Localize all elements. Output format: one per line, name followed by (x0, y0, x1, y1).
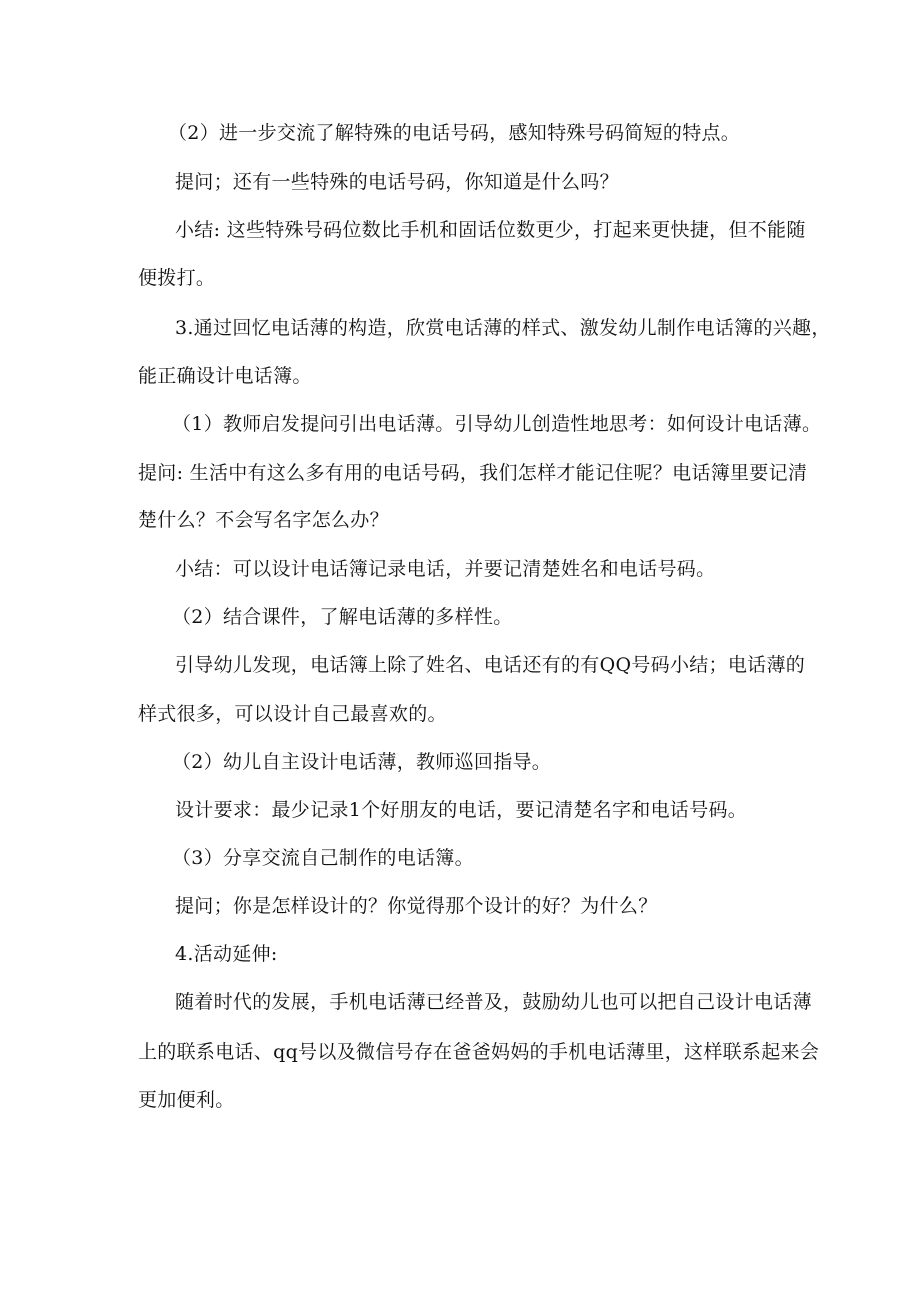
paragraph-line: 提问；你是怎样设计的？你觉得那个设计的好？为什么？ (175, 895, 658, 917)
paragraph-line: 设计要求：最少记录1个好朋友的电话，要记清楚名字和电话号码。 (175, 799, 748, 821)
paragraph-line: （2）结合课件，了解电话薄的多样性。 (172, 606, 513, 628)
paragraph-line: 3.通过回忆电话薄的构造，欣赏电话薄的样式、激发幼儿制作电话簿的兴趣， (175, 317, 831, 339)
paragraph-line: 楚什么？不会写名字怎么办？ (138, 509, 389, 531)
paragraph-line: 更加便利。 (138, 1089, 235, 1111)
paragraph-line: 能正确设计电话簿。 (138, 365, 312, 387)
paragraph-line: （1）教师启发提问引出电话薄。引导幼儿创造性地思考：如何设计电话薄。 (172, 413, 822, 435)
paragraph-line: 小结：可以设计电话簿记录电话，并要记清楚姓名和电话号码。 (175, 558, 716, 580)
paragraph-line: 随着时代的发展，手机电话薄已经普及，鼓励幼儿也可以把自己设计电话薄 (175, 991, 812, 1013)
paragraph-line: （2）幼儿自主设计电话薄，教师巡回指导。 (172, 751, 552, 773)
paragraph-line: 提问: 生活中有这么多有用的电话号码，我们怎样才能记住呢？电话簿里要记清 (138, 462, 808, 484)
paragraph-line: （3）分享交流自己制作的电话簿。 (172, 847, 474, 869)
paragraph-line: 提问；还有一些特殊的电话号码，你知道是什么吗？ (175, 171, 619, 193)
paragraph-line: 小结: 这些特殊号码位数比手机和固话位数更少，打起来更快捷，但不能随 (175, 219, 806, 241)
paragraph-line: 上的联系电话、qq号以及微信号存在爸爸妈妈的手机电话薄里，这样联系起来会 (138, 1041, 820, 1063)
paragraph-line: 样式很多，可以设计自己最喜欢的。 (138, 703, 447, 725)
paragraph-line: 引导幼儿发现，电话簿上除了姓名、电话还有的有QQ号码小结；电话薄的 (175, 654, 806, 676)
paragraph-line: 便拨打。 (138, 267, 216, 289)
paragraph-line: 4.活动延伸: (175, 943, 278, 965)
paragraph-line: （2）进一步交流了解特殊的电话号码，感知特殊号码简短的特点。 (168, 122, 741, 144)
